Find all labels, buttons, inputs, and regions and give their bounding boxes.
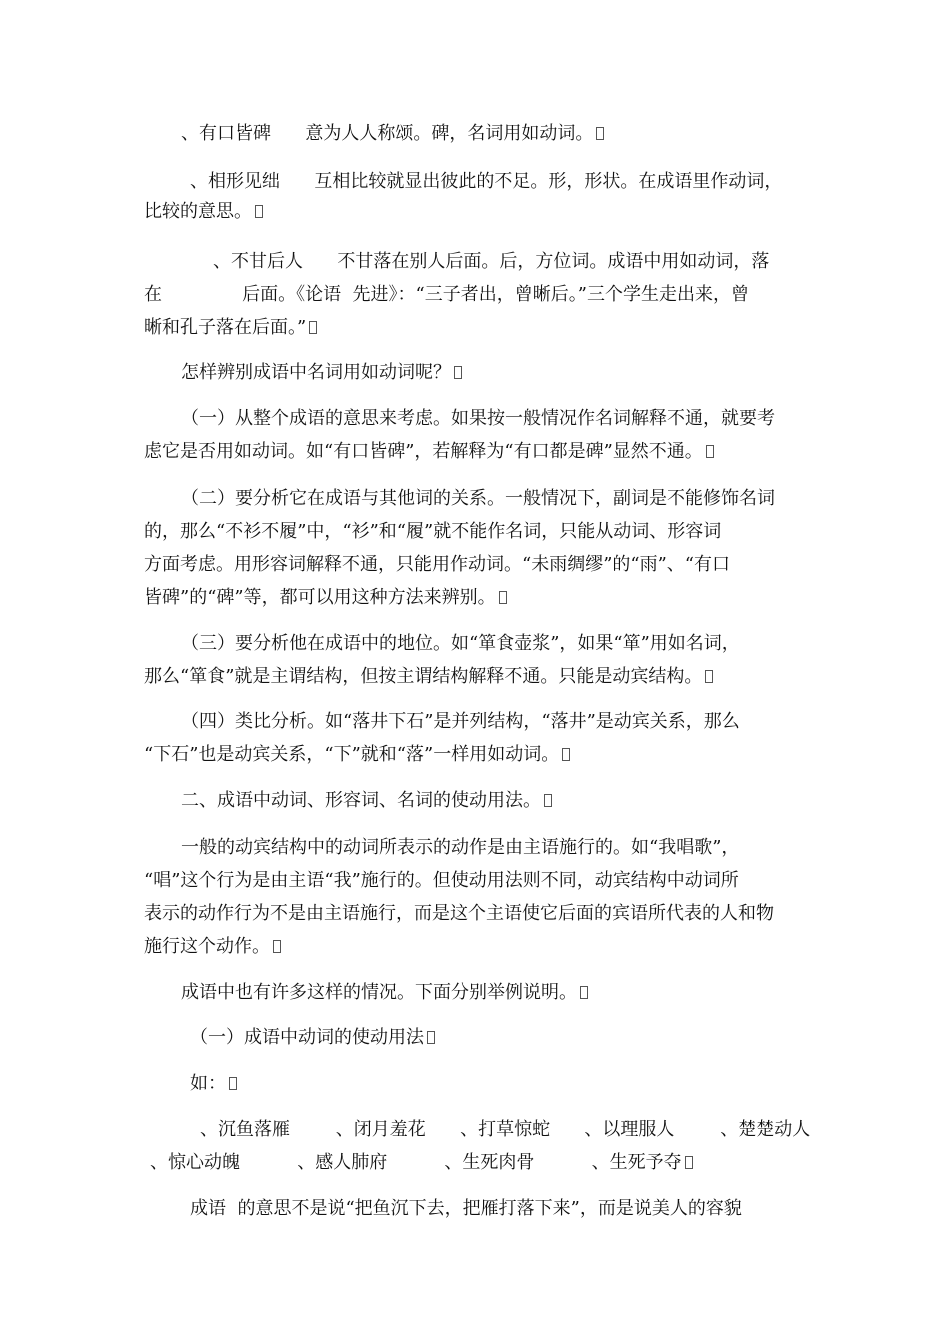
text-line: 如： <box>190 1072 237 1096</box>
text-line: 、惊心动魄 、感人肺府 、生死肉骨 、生死予夺 <box>150 1151 693 1175</box>
text-line: “唱”这个行为是由主语“我”施行的。但使动用法则不同，动宾结构中动词所 <box>144 870 739 891</box>
text-line: 怎样辨别成语中名词用如动词呢？ <box>181 361 462 385</box>
text-line: 那么“箪食”就是主谓结构，但按主谓结构解释不通。只能是动宾结构。 <box>144 665 713 689</box>
text-line: 方面考虑。用形容词解释不通，只能用作动词。“未雨绸缪”的“雨”、“有口 <box>144 554 731 575</box>
missing-glyph-icon <box>229 1077 237 1090</box>
missing-glyph-icon <box>705 670 713 683</box>
missing-glyph-icon <box>454 366 462 379</box>
missing-glyph-icon <box>309 321 317 334</box>
text-line: （二）要分析它在成语与其他词的关系。一般情况下，副词是不能修饰名词 <box>181 488 775 509</box>
missing-glyph-icon <box>255 205 263 218</box>
missing-glyph-icon <box>596 127 604 140</box>
text-line: （一）成语中动词的使动用法 <box>190 1026 435 1050</box>
text-line: 一般的动宾结构中的动词所表示的动作是由主语施行的。如“我唱歌”， <box>181 837 740 858</box>
text-line: 成语 的意思不是说“把鱼沉下去，把雁打落下来”，而是说美人的容貌 <box>190 1198 742 1219</box>
text-line: 皆碑”的“碑”等，都可以用这种方法来辨别。 <box>144 586 507 610</box>
text-line: “下石”也是动宾关系，“下”就和“落”一样用如动词。 <box>144 743 570 767</box>
text-line: （四）类比分析。如“落井下石”是并列结构，“落井”是动宾关系，那么 <box>181 711 740 732</box>
missing-glyph-icon <box>499 591 507 604</box>
missing-glyph-icon <box>427 1031 435 1044</box>
missing-glyph-icon <box>562 748 570 761</box>
text-line: 虑它是否用如动词。如“有口皆碑”，若解释为“有口都是碑”显然不通。 <box>144 440 714 464</box>
text-line: 比较的意思。 <box>144 200 263 224</box>
text-line: 成语中也有许多这样的情况。下面分别举例说明。 <box>181 981 588 1005</box>
text-line: （三）要分析他在成语中的地位。如“箪食壶浆”，如果“箪”用如名词， <box>181 633 740 654</box>
text-line: 、有口皆碑 意为人人称颂。碑，名词用如动词。 <box>181 122 604 146</box>
text-line: 、不甘后人 不甘落在别人后面。后，方位词。成语中用如动词，落 <box>213 251 770 272</box>
missing-glyph-icon <box>580 986 588 999</box>
missing-glyph-icon <box>544 794 552 807</box>
missing-glyph-icon <box>273 940 281 953</box>
text-line: （一）从整个成语的意思来考虑。如果按一般情况作名词解释不通，就要考 <box>181 408 775 429</box>
text-line: 表示的动作行为不是由主语施行，而是这个主语使它后面的宾语所代表的人和物 <box>144 903 774 924</box>
text-line: 施行这个动作。 <box>144 935 281 959</box>
text-line: 晰和孔子落在后面。” <box>144 316 317 340</box>
text-line: 二、成语中动词、形容词、名词的使动用法。 <box>181 789 552 813</box>
text-line: 在 后面。《论语 先进》：“三子者出，曾晰后。”三个学生走出来，曾 <box>144 284 749 305</box>
text-line: 的，那么“不衫不履”中，“衫”和“履”就不能作名词，只能从动词、形容词 <box>144 521 722 542</box>
text-line: 、相形见绌 互相比较就显出彼此的不足。形，形状。在成语里作动词， <box>190 171 783 192</box>
missing-glyph-icon <box>685 1156 693 1169</box>
text-line: 、沉鱼落雁 、闭月羞花 、打草惊蛇 、以理服人 、楚楚动人 <box>200 1119 811 1140</box>
missing-glyph-icon <box>706 445 714 458</box>
